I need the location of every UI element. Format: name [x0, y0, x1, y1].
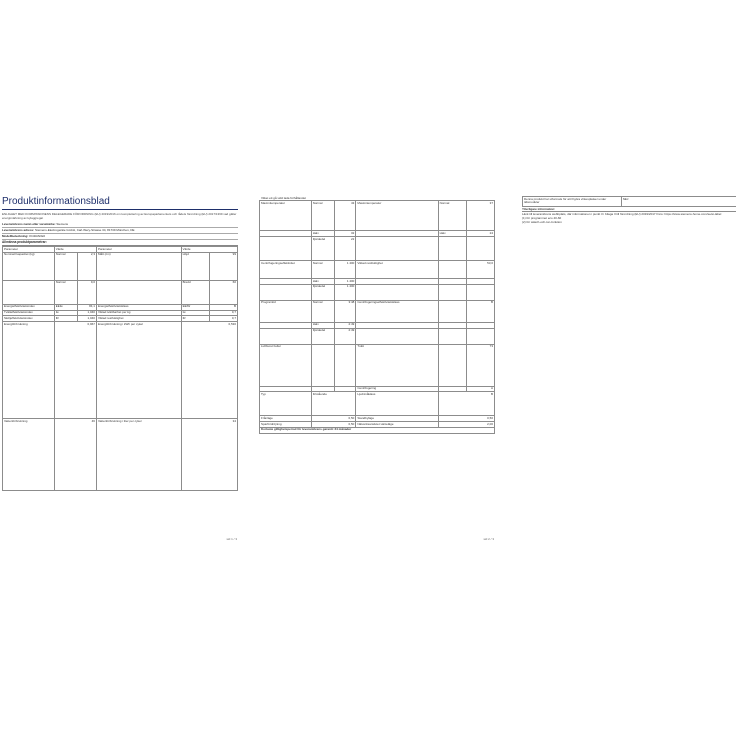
- table-cell: 0,967: [54, 322, 96, 419]
- table-cell: 46: [54, 419, 96, 491]
- table-cell: [3, 280, 55, 304]
- table-cell: 1 400: [335, 261, 356, 279]
- page-number: sid 1 / 3: [226, 537, 237, 541]
- table-cell: IR: [181, 316, 209, 322]
- header-cell: Parameter: [96, 247, 181, 253]
- table-cell: Normal: [311, 261, 335, 279]
- table-cell: Frånläge: [260, 416, 312, 422]
- table-cell: Fjärdedel: [311, 284, 335, 300]
- table-cell: Höjd: [181, 252, 209, 280]
- table-cell: 32: [335, 231, 356, 237]
- table-cell: EEIW: [181, 304, 209, 310]
- table-cell: 1,040: [78, 316, 97, 322]
- parameter-table: [2, 246, 238, 491]
- table-row: [3, 280, 238, 304]
- table-cell: Normal: [311, 300, 335, 322]
- table-cell: [96, 280, 181, 304]
- table-cell: 34: [181, 419, 237, 491]
- table-row: [260, 392, 495, 416]
- table-cell: Normal: [311, 201, 335, 231]
- table-cell: [438, 237, 466, 261]
- table-cell: 0,7: [209, 310, 237, 316]
- table-cell: Fjärdedel: [311, 328, 335, 344]
- table-cell: 2:49: [335, 322, 356, 328]
- table-row: [523, 197, 736, 207]
- table-row: [3, 322, 238, 419]
- table-cell: Energieffektivitetsklass: [96, 304, 181, 310]
- table-cell: 1 400: [335, 284, 356, 300]
- table-cell: Halv: [311, 231, 335, 237]
- table-cell: [356, 237, 438, 261]
- table-cell: 22: [335, 237, 356, 261]
- table-cell: Tvätt: [356, 344, 438, 386]
- section-heading: Ytterligare information:: [522, 206, 556, 211]
- footnote: (1) för programmet eco 40-60: [522, 216, 562, 220]
- table-cell: Centrifugeringseffektivitet: [260, 261, 312, 279]
- table-cell: 2,3: [78, 252, 97, 280]
- document-page-3: [522, 196, 736, 256]
- table-cell: Bredd: [181, 280, 209, 304]
- table-cell: 84,1: [78, 304, 97, 310]
- table-cell: Iw: [54, 310, 78, 316]
- table-cell: 0,7: [209, 316, 237, 322]
- table-cell: Ljudnivåklass: [356, 392, 438, 416]
- table-cell: Fristående: [311, 392, 356, 416]
- table-cell: Nominell kapacitet (kg): [3, 252, 55, 280]
- table-cell: [438, 300, 466, 322]
- table-cell: Centrifugeringseffektivitetsklass: [356, 300, 438, 322]
- table-cell: 60: [209, 280, 237, 304]
- table-row: [3, 252, 238, 280]
- table-cell: Energiförbrukning: [3, 322, 55, 419]
- table-cell: Maximitemperatur: [356, 201, 438, 231]
- table-row: [260, 261, 495, 279]
- parameter-table: [259, 200, 495, 434]
- table-cell: Viktad restfuktighet: [96, 316, 181, 322]
- table-cell: Halv: [311, 279, 335, 285]
- table-row: [260, 328, 495, 344]
- table-cell: 0,530: [181, 322, 237, 419]
- table-cell: 0,50: [311, 422, 356, 428]
- table-cell: 24: [466, 231, 494, 237]
- table-row: [260, 237, 495, 261]
- table-cell: Energiförbrukning i kWh per cykel: [96, 322, 181, 419]
- section-heading: Allmänna produktparametrar:: [2, 240, 238, 246]
- table-cell: [260, 284, 312, 300]
- continued-text: Vilket ett gå vidd lada förhållandet: [261, 196, 306, 200]
- table-cell: [260, 237, 312, 261]
- table-cell: Maximitemperatur: [260, 201, 312, 231]
- info-line: Länk till leverantörens webbplats, där informationen i punkt 3 i bilaga II till förordning (EU) 2019/2017 finns: https://www.siemens-home.com/se/ei-label: [522, 211, 736, 216]
- table-cell: B: [438, 392, 494, 416]
- table-cell: [438, 328, 466, 344]
- table-cell: [438, 261, 466, 279]
- table-cell: 43: [335, 201, 356, 231]
- table-row: [260, 201, 495, 231]
- table-cell: Nätverksanslutet vänteläge: [356, 422, 438, 428]
- table-cell: 9,0: [78, 280, 97, 304]
- document-page-1: [2, 196, 238, 541]
- table-cell: 1,040: [78, 310, 97, 316]
- table-cell: Standbyläge: [356, 416, 438, 422]
- table-cell: Luftburet buller: [260, 344, 312, 386]
- table-cell: Halv: [311, 322, 335, 328]
- table-cell: 0,50: [311, 416, 356, 422]
- table-cell: 2,00: [438, 422, 494, 428]
- table-cell: 73: [466, 344, 494, 386]
- table-cell: Energieffektivitetsindex: [3, 304, 55, 310]
- table-cell: B: [209, 304, 237, 310]
- field-supplier: Leverantörens namn eller varumärke: Siemens: [2, 222, 238, 228]
- table-cell: EEIw: [54, 304, 78, 310]
- field-model: Modellbeteckning: KI41RAFE0: [2, 234, 238, 240]
- table-row: [260, 300, 495, 322]
- table-cell: [260, 328, 312, 344]
- table-cell: Typ: [260, 392, 312, 416]
- table-cell: [311, 344, 335, 386]
- table-row: [260, 284, 495, 300]
- table-cell: Vattenförbrukning: [3, 419, 55, 491]
- table-cell: Sparfördröjning: [260, 422, 312, 428]
- table-cell: 3:48: [335, 300, 356, 322]
- table-row: [3, 419, 238, 491]
- field-address: Leverantörens adress: Siemens-Electrogeräte GmbH, Carl-Wery-Strasse 34, 81739 München, DE: [2, 228, 238, 234]
- table-cell: Sköljeffektivitetsindex: [3, 316, 55, 322]
- table-cell: Normal: [54, 280, 78, 304]
- table-cell: IR: [54, 316, 78, 322]
- table-cell: [438, 284, 466, 300]
- table-cell: Denna produkt har utformats för att frigöra virkesplatser under tidsmoduler: [523, 197, 622, 207]
- table-cell: Halv: [438, 231, 466, 237]
- table-cell: 1 400: [335, 279, 356, 285]
- table-cell: Centrifugering: [356, 386, 438, 392]
- page-number: sid 2 / 3: [483, 537, 494, 541]
- table-cell: [466, 284, 494, 300]
- table-cell: [356, 328, 438, 344]
- header-cell: Värde: [181, 247, 237, 253]
- footnote: (2) för wäsch-och-ton-funktion: [522, 220, 562, 225]
- table-cell: Mått (cm): [96, 252, 181, 280]
- table-cell: Normal: [438, 201, 466, 231]
- page-title: Produktinformationsblad: [2, 196, 238, 210]
- table-cell: NEJ: [621, 197, 736, 207]
- header-cell: Värde: [54, 247, 96, 253]
- table-cell: [438, 344, 466, 386]
- document-page-2: [259, 196, 495, 541]
- table-cell: Normal: [54, 252, 78, 280]
- table-cell: 0,50: [438, 416, 494, 422]
- table-cell: 99: [209, 252, 237, 280]
- table-cell: 37: [466, 201, 494, 231]
- parameter-table: [522, 196, 736, 207]
- table-cell: [335, 344, 356, 386]
- table-cell: B: [466, 300, 494, 322]
- table-cell: Iw: [181, 310, 209, 316]
- table-cell: Vattenförbrukning i liter per cykel: [96, 419, 181, 491]
- table-cell: A: [466, 386, 494, 392]
- table-cell: Tvätteffektivitetsindex: [3, 310, 55, 316]
- warranty-note: Kortaste giltighetsperiod för leverantörens garanti: 24 månader: [260, 427, 495, 433]
- table-row: [260, 344, 495, 386]
- table-cell: 2:49: [335, 328, 356, 344]
- table-cell: Fjärdedel: [311, 237, 335, 261]
- table-row: [260, 427, 495, 433]
- table-cell: Viktad tvättbarhet per kg: [96, 310, 181, 316]
- legal-reference: ENLIGHET MED KOMMISSIONENS DELEGERADE FÖRORDNING (EU) 2019/2016 om komplettering av Europaparlamentets och rådets förordning (EU) 2017/1369 vad gäller energimärkning av kylaggregat: [2, 212, 237, 220]
- header-cell: Parameter: [3, 247, 55, 253]
- table-cell: [356, 284, 438, 300]
- table-cell: Programtid: [260, 300, 312, 322]
- table-cell: 53,0: [466, 261, 494, 279]
- table-cell: Viktad restfuktighet: [356, 261, 438, 279]
- table-cell: [466, 328, 494, 344]
- table-cell: [466, 237, 494, 261]
